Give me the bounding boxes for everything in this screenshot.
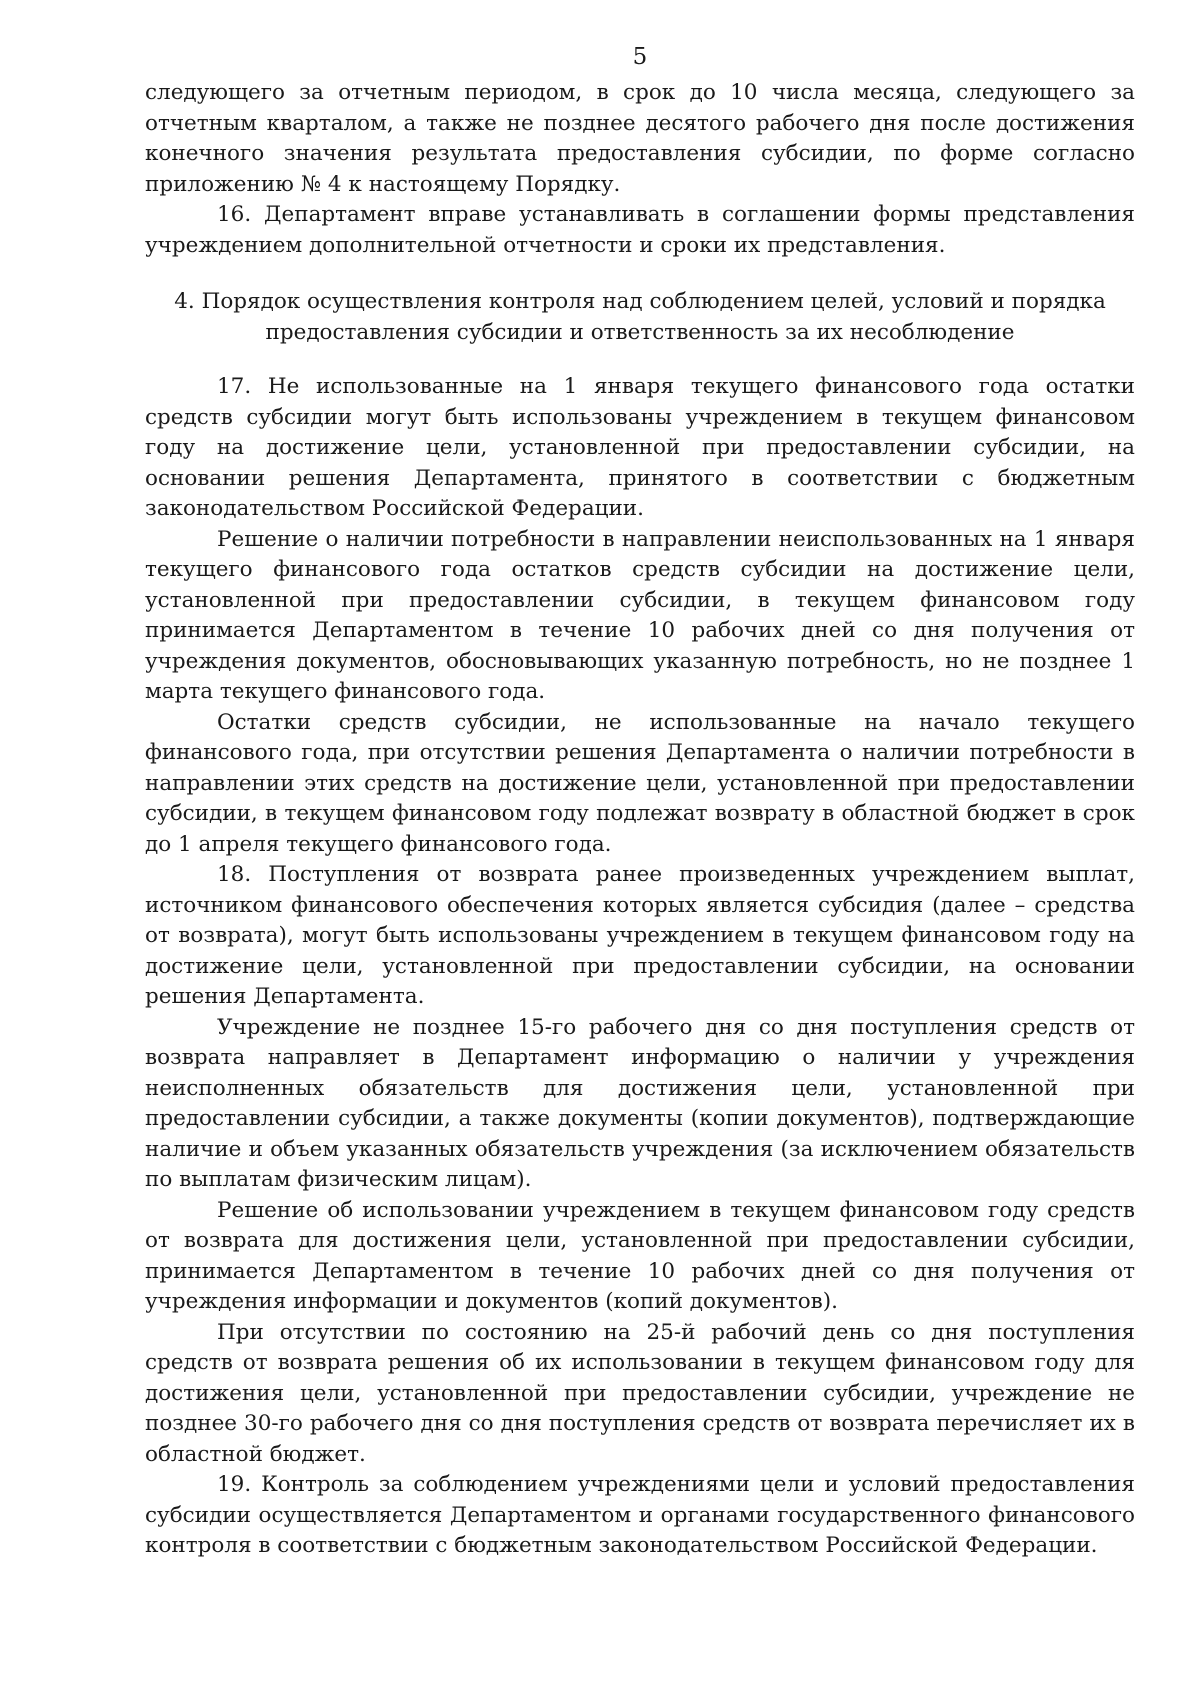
section-heading-line-2: предоставления субсидии и ответственность за их несоблюдение: [265, 319, 1015, 345]
paragraph-17: 17. Не использованные на 1 января текущего финансового года остатки средств субсидии могут быть использованы учреждением в текущем финансовом году на достижение цели, установленной при предоставлении субсидии, на основании решения Департамента, принятого в соответствии с бюджетным законодательством Российской Федерации.: [145, 374, 1135, 521]
paragraph-18-return: При отсутствии по состоянию на 25-й рабочий день со дня поступления средств от возврата решения об их использовании в текущем финансовом году для достижения цели, установленной при предоставлении субсидии, учреждение не позднее 30-го рабочего дня со дня поступления средств от возврата перечисляет их в областной бюджет.: [145, 1319, 1135, 1467]
section-heading-line-1: 4. Порядок осуществления контроля над соблюдением целей, условий и порядка: [174, 289, 1106, 314]
paragraph-18-information: Учреждение не позднее 15-го рабочего дня со дня поступления средств от возврата направляет в Департамент информацию о наличии у учреждения неисполненных обязательств для достижения цели, установленной при предоставлении субсидии, а также документы (копии документов), подтверждающие наличие и объем указанных обязательств учреждения (за исключением обязательств по выплатам физическим лицам).: [145, 1014, 1135, 1192]
paragraph-17-decision: Решение о наличии потребности в направлении неиспользованных на 1 января текущего финансового года остатков средств субсидии на достижение цели, установленной при предоставлении субсидии, в текущем финансовом году принимается Департаментом в течение 10 рабочих дней со дня получения от учреждения документов, обосновывающих указанную потребность, но не позднее 1 марта текущего финансового года.: [145, 526, 1135, 704]
paragraph-18: 18. Поступления от возврата ранее произведенных учреждением выплат, источником финансового обеспечения которых является субсидия (далее – средства от возврата), могут быть использованы учреждением в текущем финансовом году на достижение цели, установленной при предоставлении субсидии, на основании решения Департамента.: [145, 862, 1135, 1009]
document-page: [145, 42, 1135, 1562]
paragraph-continuation: следующего за отчетным периодом, в срок до 10 числа месяца, следующего за отчетным кварталом, а также не позднее десятого рабочего дня после достижения конечного значения результата предоставления субсидии, по форме согласно приложению № 4 к настоящему Порядку.: [145, 80, 1135, 197]
paragraph-16: 16. Департамент вправе устанавливать в соглашении формы представления учреждением дополнительной отчетности и сроки их представления.: [145, 202, 1135, 258]
paragraph-19: 19. Контроль за соблюдением учреждениями цели и условий предоставления субсидии осуществляется Департаментом и органами государственного финансового контроля в соответствии с бюджетным законодательством Российской Федерации.: [145, 1472, 1135, 1558]
section-heading: [145, 287, 1135, 348]
paragraph-18-decision: Решение об использовании учреждением в текущем финансовом году средств от возврата для достижения цели, установленной при предоставлении субсидии, принимается Департаментом в течение 10 рабочих дней со дня получения от учреждения информации и документов (копий документов).: [145, 1197, 1135, 1314]
page-number: 5: [632, 44, 648, 70]
paragraph-17-remainders: Остатки средств субсидии, не использованные на начало текущего финансового года, при отсутствии решения Департамента о наличии потребности в направлении этих средств на достижение цели, установленной при предоставлении субсидии, в текущем финансовом году подлежат возврату в областной бюджет в срок до 1 апреля текущего финансового года.: [145, 709, 1135, 857]
